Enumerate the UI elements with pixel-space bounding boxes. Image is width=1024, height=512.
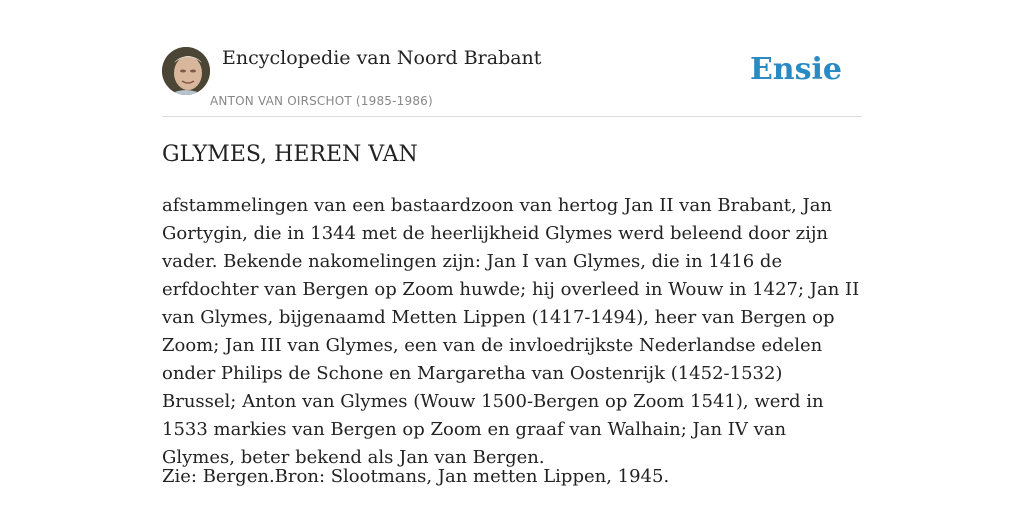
- entry-title: GLYMES, HEREN VAN: [162, 142, 418, 167]
- source-title[interactable]: Encyclopedie van Noord Brabant: [222, 47, 542, 69]
- portrait-image: [162, 47, 210, 95]
- entry-header: [162, 0, 862, 117]
- author-name[interactable]: ANTON VAN OIRSCHOT (1985-1986): [210, 94, 433, 108]
- brand-logo[interactable]: Ensie: [749, 52, 842, 87]
- entry-see-also: Zie: Bergen.Bron: Slootmans, Jan metten Lippen, 1945.: [162, 466, 670, 487]
- author-avatar[interactable]: [162, 47, 210, 95]
- page-container: [162, 0, 862, 487]
- entry-body: afstammelingen van een bastaardzoon van hertog Jan II van Brabant, Jan Gortygin, die in 1344 met de heerlijkheid Glymes werd beleend door zijn vader. Bekende nakomelingen zijn: Jan I van Glymes, die in 1416 de erfdochter van Bergen op Zoom huwde; hij overleed in Wouw in 1427; Jan II van Glymes, bijgenaamd Metten Lippen (1417-1494), heer van Bergen op Zoom; Jan III van Glymes, een van de invloedrijkste Nederlandse edelen onder Philips de Schone en Margaretha van Oostenrijk (1452-1532) Brussel; Anton van Glymes (Wouw 1500-Bergen op Zoom 1541), werd in 1533 markies van Bergen op Zoom en graaf van Walhain; Jan IV van Glymes, beter bekend als Jan van Bergen.: [162, 195, 860, 468]
